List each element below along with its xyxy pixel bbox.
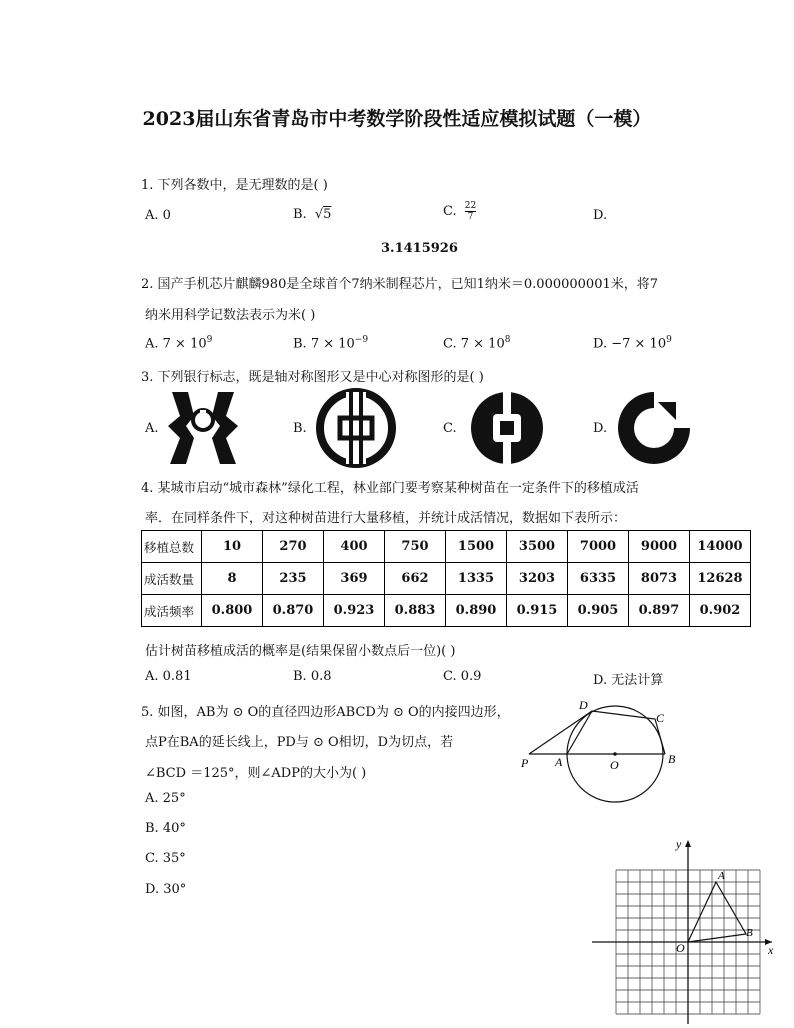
label-a: A [555,755,563,769]
table-cell: 400 [324,531,385,563]
q2-option-a[interactable] [145,335,212,351]
table-row [142,563,751,595]
table-cell: 0.923 [324,595,385,627]
bank-logo-b-icon [316,388,396,468]
coordinate-grid-figure [592,838,782,1028]
bank-logo-c-icon [467,388,547,468]
q5-option-c[interactable]: C. 35° [145,851,186,866]
label-b: B [668,752,676,766]
q2-option-d-base: D. −7 × 10 [593,336,667,352]
q1-option-b[interactable]: B. √5 [293,207,332,222]
q1-option-c-label: C. [443,204,457,219]
q1-option-c[interactable] [443,201,476,222]
table-cell: 750 [385,531,446,563]
table-cell: 3203 [507,563,568,595]
q2-option-d-exp: 9 [666,335,672,345]
q2-option-c-exp: 8 [504,335,511,345]
q3-option-c[interactable]: C. [443,421,457,436]
q1-option-b-value: 5 [323,207,332,222]
bank-logo-a-icon [164,388,242,468]
q1-stem: 1. 下列各数中，是无理数的是( ) [141,178,328,193]
q4-stem-line2: 率．在同样条件下，对这种树苗进行大量移植，并统计成活情况，数据如下表所示： [145,511,627,526]
q4-option-c[interactable]: C. 0.9 [443,669,482,684]
q2-option-b-exp: −9 [354,335,369,345]
table-row-header: 移植总数 [142,531,202,563]
q1-option-d-value: 3.1415926 [381,241,458,256]
table-cell: 369 [324,563,385,595]
q1-option-c-denominator: 7 [467,212,474,222]
bank-logo-d-icon [614,388,694,468]
table-cell: 0.870 [263,595,324,627]
q1-option-b-label: B. [293,207,307,222]
table-cell: 1500 [446,531,507,563]
table-row [142,531,751,563]
table-cell: 0.890 [446,595,507,627]
q2-option-c[interactable] [443,335,510,351]
triangle-oab [688,882,746,942]
q2-option-a-exp: 9 [206,335,213,345]
label-o: O [610,758,619,772]
q4-option-a[interactable]: A. 0.81 [145,669,192,684]
table-cell: 662 [385,563,446,595]
q3-option-d[interactable]: D. [593,421,608,436]
q1-option-d[interactable]: D. [593,208,608,223]
table-row [142,595,751,627]
q1-option-a[interactable]: A. 0 [145,208,171,223]
q5-stem-line3: ∠BCD ＝125°，则∠ADP的大小为( ) [145,766,367,781]
q5-option-d[interactable]: D. 30° [145,882,187,897]
q4-stem-line1: 4. 某城市启动“城市森林”绿化工程，林业部门要考察某种树苗在一定条件下的移植成活 [141,481,639,496]
q5-stem-line2: 点P在BA的延长线上，PD与 ⊙ O相切，D为切点，若 [145,735,454,750]
q1-option-c-numerator: 22 [464,201,477,211]
table-cell: 235 [263,563,324,595]
table-cell: 270 [263,531,324,563]
table-cell: 8073 [629,563,690,595]
table-cell: 12628 [690,563,751,595]
q4-data-table [141,530,751,627]
q5-option-b[interactable]: B. 40° [145,821,186,836]
q2-option-b[interactable] [293,335,368,351]
table-cell: 1335 [446,563,507,595]
label-c: C [656,711,665,725]
table-row-header: 成活频率 [142,595,202,627]
point-a-label: A [718,870,725,882]
label-d: D [579,698,588,712]
q2-stem-line1: 2. 国产手机芯片麒麟980是全球首个7纳米制程芯片，已知1纳米＝0.000000001米，将7 [141,277,659,292]
table-cell: 3500 [507,531,568,563]
table-cell: 6335 [568,563,629,595]
q5-stem-line1: 5. 如图，AB为 ⊙ O的直径四边形ABCD为 ⊙ O的内接四边形， [141,705,510,720]
table-cell: 0.905 [568,595,629,627]
label-p: P [521,756,529,770]
q2-option-b-base: B. 7 × 10 [293,336,355,352]
table-cell: 9000 [629,531,690,563]
q3-option-b[interactable]: B. [293,421,307,436]
q5-circle-figure [515,695,685,805]
table-cell: 0.897 [629,595,690,627]
q2-option-c-base: C. 7 × 10 [443,336,505,352]
axis-x-label: x [768,943,774,957]
q3-stem: 3. 下列银行标志，既是轴对称图形又是中心对称图形的是( ) [141,370,484,385]
q4-option-d[interactable]: D. 无法计算 [593,673,664,688]
page-title: 2023届山东省青岛市中考数学阶段性适应模拟试题（一模） [142,108,652,130]
table-cell: 0.902 [690,595,751,627]
table-cell: 8 [202,563,263,595]
q4-option-b[interactable]: B. 0.8 [293,669,332,684]
table-cell: 0.883 [385,595,446,627]
table-cell: 7000 [568,531,629,563]
point-b-label: B [746,927,753,939]
q2-option-d[interactable] [593,335,672,351]
table-row-header: 成活数量 [142,563,202,595]
q4-stem-line3: 估计树苗移植成活的概率是(结果保留小数点后一位)( ) [145,644,456,659]
table-cell: 0.800 [202,595,263,627]
table-cell: 10 [202,531,263,563]
q3-option-a[interactable]: A. [145,421,159,436]
table-cell: 0.915 [507,595,568,627]
axis-y-label: y [676,838,682,851]
q2-stem-line2: 纳米用科学记数法表示为米( ) [145,308,316,323]
q2-option-a-base: A. 7 × 10 [145,336,207,352]
origin-label: O [676,941,685,955]
q5-option-a[interactable]: A. 25° [145,791,186,806]
table-cell: 14000 [690,531,751,563]
